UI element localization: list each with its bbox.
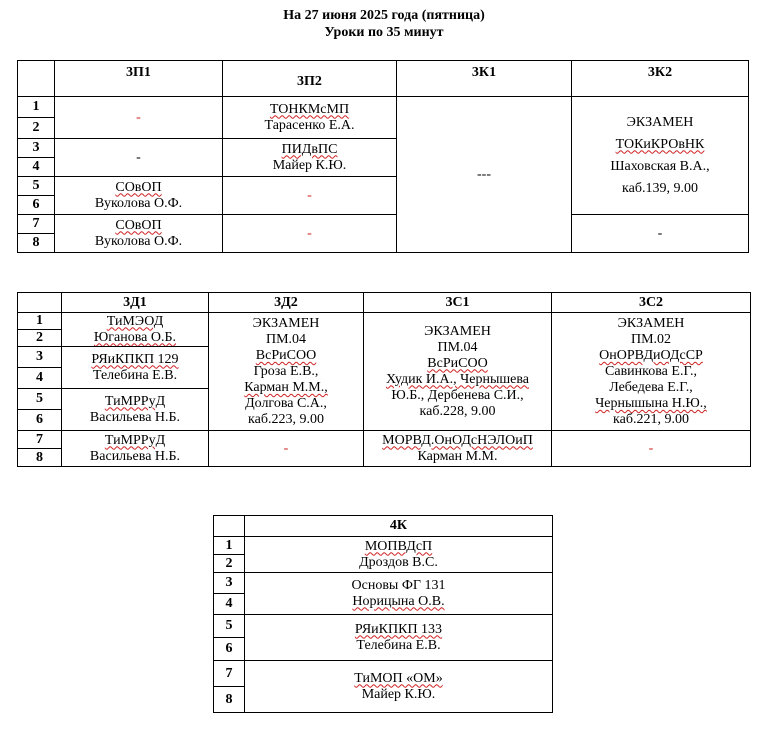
cell-4k-1-2: МОПВДсП Дроздов В.С.: [245, 537, 553, 573]
cell-3d2-7-8: -: [209, 431, 364, 467]
lesson-number: 3: [214, 573, 245, 594]
corner-cell: [18, 293, 62, 313]
cell-3p2-5-6: -: [223, 177, 397, 215]
schedule-table-3d-3s: [17, 292, 751, 467]
lesson-number: 8: [214, 687, 245, 713]
corner-cell: [18, 61, 55, 97]
group-header-3k1: 3К1: [397, 61, 572, 97]
group-header-4k: 4К: [245, 516, 553, 537]
group-header-3s2: 3С2: [552, 293, 751, 313]
lesson-number: 6: [18, 196, 55, 215]
cell-3d1-7-8: ТиМРРуД Васильева Н.Б.: [62, 431, 209, 467]
cell-3p2-7-8: -: [223, 215, 397, 253]
lesson-number: 2: [18, 118, 55, 139]
cell-3d1-3-4: РЯиКПКП 129 Телебина Е.В.: [62, 347, 209, 389]
group-header-3s1: 3С1: [364, 293, 552, 313]
cell-3p1-1-2: -: [55, 97, 223, 139]
cell-3p2-3-4: ПИДвПС Майер К.Ю.: [223, 139, 397, 177]
group-header-3d1: 3Д1: [62, 293, 209, 313]
lesson-number: 4: [18, 368, 62, 389]
cell-3k2-7-8: -: [572, 215, 749, 253]
cell-3s1-exam: ЭКЗАМЕН ПМ.04 ВсРиСОО Худик И.А., Чернышева Ю.Б., Дербенева С.И., каб.228, 9.00: [364, 313, 552, 431]
lesson-number: 7: [18, 431, 62, 449]
lesson-number: 4: [214, 594, 245, 615]
corner-cell: [214, 516, 245, 537]
lesson-number: 5: [18, 177, 55, 196]
lesson-number: 1: [18, 97, 55, 118]
cell-3p1-5-6: СОвОП Вуколова О.Ф.: [55, 177, 223, 215]
cell-4k-7-8: ТиМОП «ОМ» Майер К.Ю.: [245, 661, 553, 713]
lesson-number: 6: [18, 410, 62, 431]
cell-3p1-7-8: СОвОП Вуколова О.Ф.: [55, 215, 223, 253]
lesson-number: 7: [214, 661, 245, 687]
cell-3d2-exam: ЭКЗАМЕН ПМ.04 ВсРиСОО Гроза Е.В., Карман М.М., Долгова С.А., каб.223, 9.00: [209, 313, 364, 431]
cell-3s2-exam: ЭКЗАМЕН ПМ.02 ОнОРВДиОДсСР Савинкова Е.Г., Лебедева Е.Г., Чернышына Н.Ю., каб.221, 9.00: [552, 313, 751, 431]
cell-3d1-5-6: ТиМРРуД Васильева Н.Б.: [62, 389, 209, 431]
cell-4k-3-4: Основы ФГ 131 Норицына О.В.: [245, 573, 553, 615]
schedule-table-4k: [213, 515, 553, 713]
lesson-number: 7: [18, 215, 55, 234]
group-header-3p1: 3П1: [55, 61, 223, 97]
lesson-number: 3: [18, 139, 55, 158]
cell-3s2-7-8: -: [552, 431, 751, 467]
lesson-number: 8: [18, 234, 55, 253]
group-header-3p2: 3П2: [223, 61, 397, 97]
schedule-table-3: [17, 60, 749, 253]
lesson-number: 6: [214, 638, 245, 661]
group-header-3k2: 3К2: [572, 61, 749, 97]
lesson-number: 8: [18, 449, 62, 467]
cell-3s1-7-8: МОРВД.ОнОДсНЭЛОиП Карман М.М.: [364, 431, 552, 467]
lesson-number: 1: [18, 313, 62, 330]
lesson-number: 5: [18, 389, 62, 410]
cell-3p1-3-4: -: [55, 139, 223, 177]
lesson-number: 2: [18, 330, 62, 347]
group-header-3d2: 3Д2: [209, 293, 364, 313]
cell-3p2-1-2: ТОНКМсМП Тарасенко Е.А.: [223, 97, 397, 139]
cell-3k1-1-8: ---: [397, 97, 572, 253]
lesson-number: 5: [214, 615, 245, 638]
cell-4k-5-6: РЯиКПКП 133 Телебина Е.В.: [245, 615, 553, 661]
cell-3d1-1-2: ТиМЭОД Юганова О.Б.: [62, 313, 209, 347]
lesson-number: 4: [18, 158, 55, 177]
cell-3k2-exam: ЭКЗАМЕН ТОКиКРОвНК Шаховская В.А., каб.139, 9.00: [572, 97, 749, 215]
lesson-number: 2: [214, 555, 245, 573]
header-date: На 27 июня 2025 года (пятница): [283, 8, 485, 23]
lesson-number: 1: [214, 537, 245, 555]
header-lesson-duration: Уроки по 35 минут: [324, 25, 444, 40]
lesson-number: 3: [18, 347, 62, 368]
